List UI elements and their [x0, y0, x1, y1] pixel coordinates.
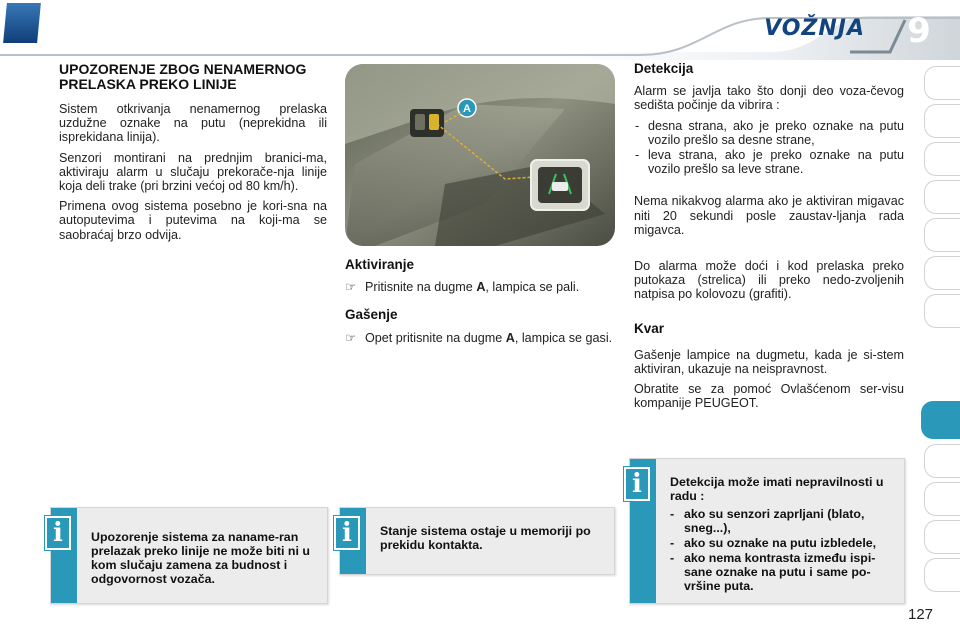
pointing-hand-icon: ☞: [345, 330, 357, 345]
aktiviranje-title: Aktiviranje: [345, 257, 415, 272]
chapter-tab-1[interactable]: [924, 66, 960, 100]
chapter-tab-4[interactable]: [924, 180, 960, 214]
right-column: [634, 62, 904, 417]
aktiviranje-step: [345, 280, 615, 294]
info-box-text: Stanje sistema ostaje u memoriji po prekidu kontakta.: [380, 524, 591, 552]
info-icon: i: [624, 467, 650, 501]
detekcija-item-left: - leva strana, ako je preko oznake na putu vozilo prešlo sa leve strane.: [634, 148, 904, 176]
info-box-driver-attention: [50, 507, 328, 604]
chapter-number: 9: [907, 11, 931, 51]
dashboard-illustration: [345, 64, 615, 246]
detekcija-intro: Alarm se javlja tako što donji deo voza-čevog sedišta počinje da vibrira :: [634, 84, 904, 113]
kvar-paragraph-1: Gašenje lampice na dugmetu, kada je si-stem aktiviran, ukazuje na neispravnost.: [634, 347, 904, 377]
chapter-tab-10[interactable]: [924, 444, 960, 478]
detekcija-item-right: - desna strana, ako je preko oznake na putu vozilo prešlo sa desne strane,: [634, 119, 904, 147]
chapter-tabs: [924, 66, 960, 606]
page-number: 127: [908, 606, 934, 623]
gasenje-step: [345, 331, 615, 345]
aktiviranje-text-start: Pritisnite na dugme: [365, 280, 477, 295]
chapter-tab-7[interactable]: [924, 294, 960, 328]
chapter-tab-12[interactable]: [924, 520, 960, 554]
issue-dirty-sensors: - ako su senzori zaprljani (blato, sneg...),: [670, 507, 894, 535]
road-marking-note: Do alarma može doći i kod prelaska preko putokaza (strelica) ili preko nedo-zvoljenih natpisa po kolovozu (grafiti).: [634, 259, 904, 302]
gasenje-text-end: , lampica se gasi.: [514, 330, 613, 345]
gasenje-text-start: Opet pritisnite na dugme: [365, 330, 506, 345]
middle-column: [345, 258, 615, 351]
page-header: [0, 0, 960, 60]
info-box-detection-issues: [629, 458, 905, 604]
chapter-tab-13[interactable]: [924, 558, 960, 592]
detekcija-title: Detekcija: [634, 61, 694, 76]
detekcija-list: [634, 119, 904, 177]
info-box-memory: [339, 507, 615, 575]
detection-issues-list: [670, 507, 894, 593]
button-a-marker: A: [463, 103, 471, 115]
chapter-tab-9-active[interactable]: [921, 401, 960, 439]
dashboard-photo: [345, 64, 615, 246]
issue-low-contrast: - ako nema kontrasta između ispi-sane oznake na putu i same po-vršine puta.: [670, 551, 894, 593]
detection-issues-intro: Detekcija može imati nepravilnosti u radu :: [670, 475, 884, 503]
info-icon: i: [45, 516, 71, 550]
aktiviranje-key: A: [476, 280, 486, 295]
left-column: [59, 62, 327, 248]
gasenje-title: Gašenje: [345, 307, 398, 323]
issue-faded-markings: - ako su oznake na putu izbledele,: [670, 536, 894, 550]
chapter-tab-6[interactable]: [924, 256, 960, 290]
usage-paragraph: Primena ovog sistema posebno je kori-sna na autoputevima i putevima na koji-ma se saobraćaj brzo odvija.: [59, 199, 327, 242]
kvar-paragraph-2: Obratite se za pomoć Ovlašćenom ser-visu kompanije PEUGEOT.: [634, 382, 904, 411]
chapter-badge-icon: [0, 0, 44, 46]
info-box-text: Upozorenje sistema za naname-ran prelazak preko linije ne može biti ni u kom slučaju zamena za budnost i odgovornost vozača.: [91, 530, 310, 586]
turn-signal-note: Nema nikakvog alarma ako je aktiviran migavac niti 20 sekundi posle zaustav-ljanja rada migavca.: [634, 194, 904, 237]
chapter-tab-11[interactable]: [924, 482, 960, 516]
kvar-title: Kvar: [634, 320, 665, 336]
sensor-paragraph: Senzori montirani na prednjim branici-ma, aktiviraju alarm u slučaju prekorače-nja linije koja deli trake (pri brzini većoj od 80 km/h).: [59, 150, 327, 194]
intro-paragraph: Sistem otkrivanja nenamernog prelaska uzdužne oznake na putu (neprekidna ili isprekidana linija).: [59, 102, 327, 145]
section-heading: UPOZORENJE ZBOG NENAMERNOG PRELASKA PREKO LINIJE: [59, 61, 307, 92]
pointing-hand-icon: ☞: [345, 280, 357, 295]
gasenje-key: A: [505, 330, 515, 345]
chapter-tab-3[interactable]: [924, 142, 960, 176]
chapter-tab-5[interactable]: [924, 218, 960, 252]
chapter-title: VOŽNJA: [764, 16, 865, 41]
aktiviranje-text-end: , lampica se pali.: [485, 280, 580, 295]
chapter-tab-2[interactable]: [924, 104, 960, 138]
info-icon: i: [334, 516, 360, 550]
